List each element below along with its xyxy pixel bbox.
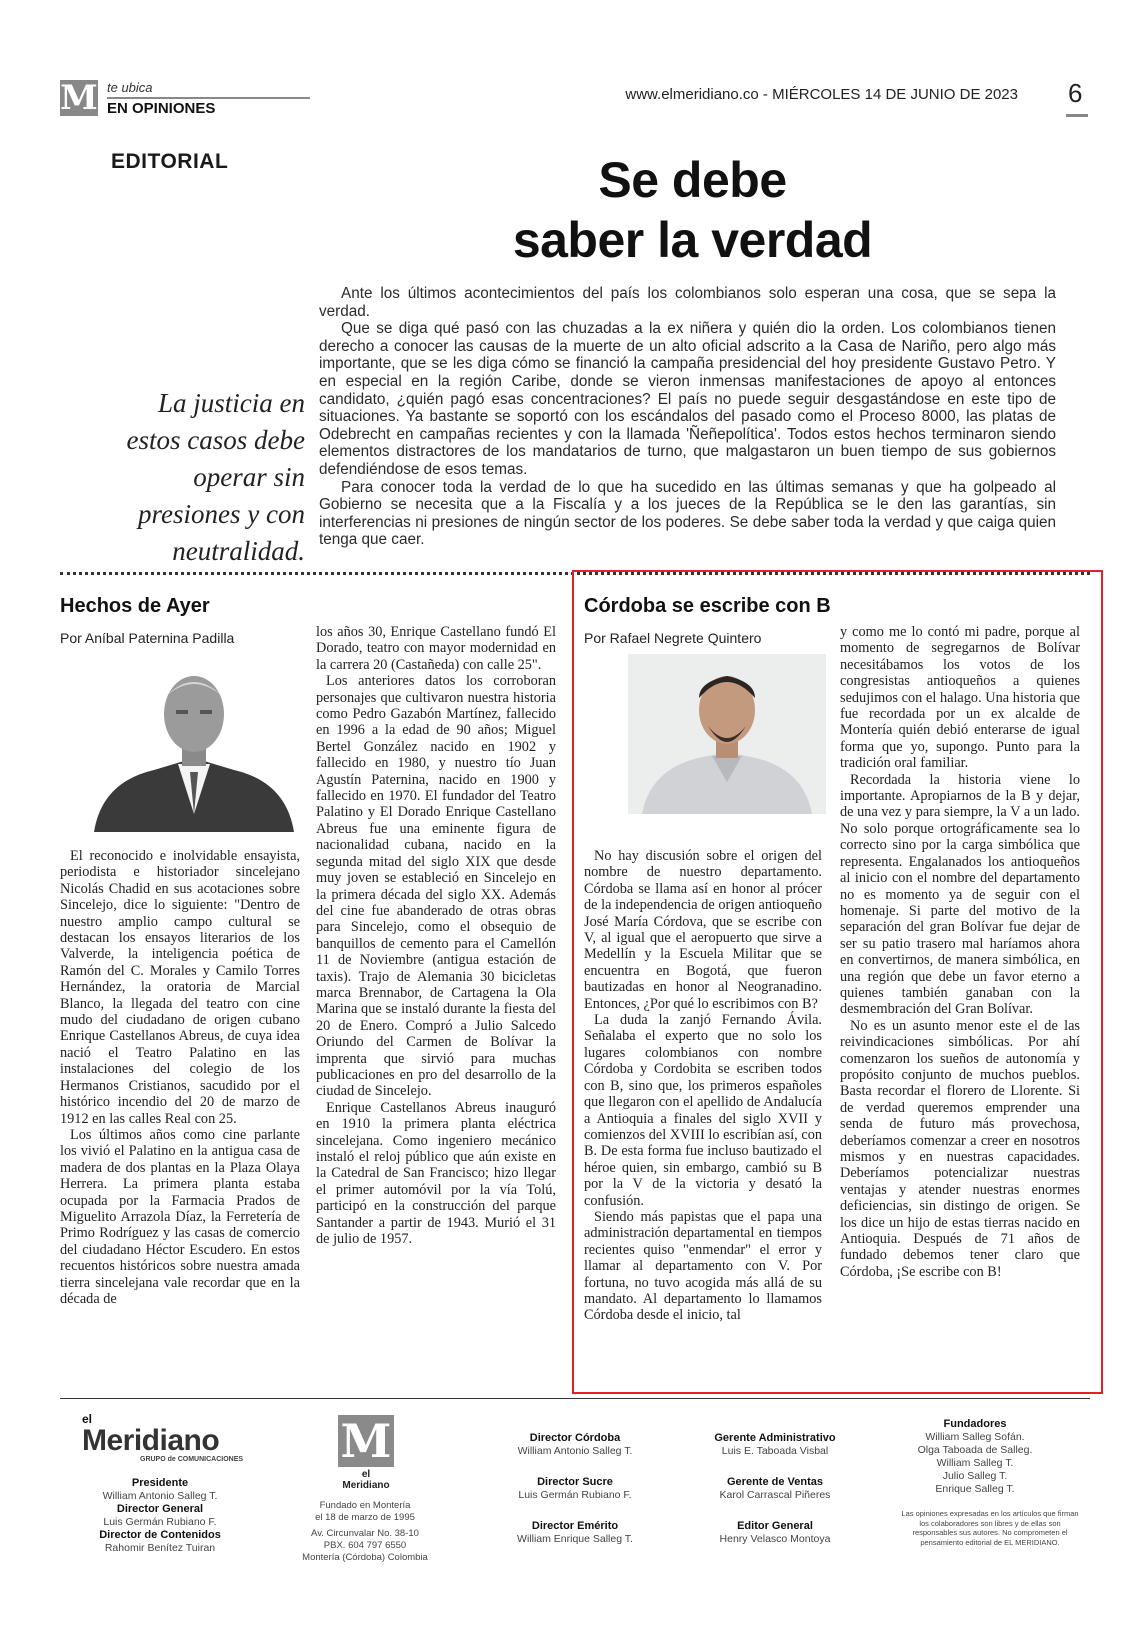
meridiano-logo-icon: M (60, 78, 98, 118)
footer-divider (60, 1398, 1090, 1399)
page-number: 6 (1068, 78, 1083, 108)
role-label: Gerente Administrativo (714, 1432, 836, 1444)
footer-logo-name: el Meridiano (342, 1469, 390, 1491)
brand-el: el (82, 1412, 93, 1426)
person-name: William Antonio Salleg T. (102, 1490, 218, 1502)
disclaimer-note: Las opiniones expresadas en los artículos que firman los colaboradores son libres y de ellas son responsables sus autores. No comprometen el pensamiento editorial de EL MERIDIANO. (901, 1509, 1079, 1547)
footer-founders (900, 1418, 1050, 1496)
role-label: Editor General (737, 1520, 813, 1532)
editorial-paragraph: Ante los últimos acontecimientos del país los colombianos solo esperan una cosa, que se sepa la verdad. (319, 285, 1056, 320)
footer-address (290, 1500, 440, 1564)
role-label: Presidente (131, 1477, 189, 1489)
header-rule (107, 97, 310, 99)
hechos-title: Hechos de Ayer (60, 595, 210, 617)
founder-name: Olga Taboada de Salleg. (917, 1444, 1033, 1456)
editorial-body (319, 285, 1056, 549)
site-date: www.elmeridiano.co - MIÉRCOLES 14 DE JUNIO DE 2023 (625, 86, 1018, 103)
hechos-column-2 (316, 624, 556, 1247)
cordoba-column-2 (840, 624, 1080, 1280)
hechos-paragraph: Los últimos años como cine parlante los vivió el Palatino en la antigua casa de madera de dos plantas en la Plaza Olaya Herrera. La primera planta estaba ocupada por la Farmacia Prados de Miguelito Arrazola Díaz, la Ferretería de Primo Rodríguez y las casas de comercio del ciudadano Héctor Escudero. En estos recuentos históricos sobre nuestra amada tierra sincelejana vale recordar que en la década de (60, 1126, 300, 1307)
hechos-paragraph: Los anteriores datos los corroboran personajes que cultivaron nuestra historia como Pedro Gazabón Martínez, fallecido en 1996 a la edad de 90 años; Miguel Bertel González nacido en 1902 y fallecido en 1980, y nuestro tío Juan Agustín Paternina, nacido en 1900 y fallecido en 1970. El fundador del Teatro Palatino y El Dorado Enrique Castellano Abreus fue una eminente figura de nacionalidad cubana, nacido en la segunda mitad del siglo XIX que desde muy joven se estableció en Sincelejo en la primera década del siglo XX. Además del cine fue abanderado de otras obras para Sincelejo, como el obsequio de banquillos de cemento para el Camellón 11 de Noviembre (antigua estación de taxis). Trajo de Alemania 30 bicicletas marca Brennabor, de Cartagena la Ola Marina que se instaló durante la fiesta del 20 de Enero. Compró a Julio Salcedo Oriundo del Carmen de Bolívar la imprenta que sirvió para muchas publicaciones en pro del desarrollo de la ciudad de Sincelejo. (316, 673, 556, 1100)
role-label: Director General (116, 1503, 204, 1515)
role-label: Director de Contenidos (99, 1529, 221, 1541)
person-name: Luis E. Taboada Visbal (721, 1445, 829, 1457)
footer-directors (500, 1432, 650, 1546)
hechos-paragraph: Enrique Castellanos Abreus inauguró en 1910 la primera planta eléctrica sincelejana. Como ingeniero mecánico instaló el reloj público que aún existe en la Catedral de San Francisco; hizo llegar el primer automóvil por la vía Tolú, participó en la construcción del parque Santander a partir de 1943. Murió el 31 de julio de 1957. (316, 1099, 556, 1248)
founder-name: Julio Salleg T. (942, 1470, 1008, 1482)
hechos-column-1 (60, 848, 300, 1307)
address-line: Av. Circunvalar No. 38-10 (311, 1528, 419, 1539)
role-label: Director Córdoba (529, 1432, 621, 1444)
author-photo-paternina (88, 654, 300, 832)
cordoba-paragraph: Siendo más papistas que el papa una administración departamental en tiempos recientes quiso "enmendar" el error y llamar al departamento con V. Por fortuna, no tuvo acogida más allá de su mandato. Al departamento lo llamamos Córdoba desde el inicio, tal (584, 1208, 822, 1324)
cordoba-column-1 (584, 848, 822, 1324)
pull-quote: La justicia en estos casos debe operar sin presiones y con neutralidad. (126, 388, 305, 566)
portrait-image (88, 654, 300, 832)
founder-name: William Salleg T. (936, 1457, 1014, 1469)
cordoba-title: Córdoba se escribe con B (584, 595, 831, 617)
footer-brand (82, 1412, 243, 1463)
person-name: Henry Velasco Montoya (719, 1533, 831, 1545)
founder-name: Enrique Salleg T. (935, 1483, 1015, 1495)
header-tagline: te ubica (107, 80, 153, 95)
portrait-image (628, 654, 826, 814)
section-name: EN OPINIONES (107, 100, 216, 117)
person-name: Rahomir Benítez Tuiran (104, 1542, 216, 1554)
person-name: Luis Germán Rubiano F. (103, 1516, 217, 1528)
editorial-title-line2: saber la verdad (512, 212, 873, 268)
footer-leadership (70, 1477, 250, 1555)
cordoba-paragraph: y como me lo contó mi padre, porque al momento de segregarnos de Bolívar necesitábamos los votos de los congresistas antioqueños a quienes sedujimos con el halago. Una historia que fue recordada por un ex alcalde de Montería quién debió enterarse de igual forma que yo, supongo. Punto para la tradición oral familiar. (840, 624, 1080, 772)
cordoba-paragraph: No hay discusión sobre el origen del nombre de nuestro departamento. Córdoba se llama así en honor al prócer de la independencia de origen antioqueño José María Córdova, que se escribe con V, al igual que el aeropuerto que sirve a Medellín y la Escuela Militar que se encuentra en Bogotá, que fueron bautizadas en honor al Neogranadino. Entonces, ¿Por qué lo escribimos con B? (584, 848, 822, 1012)
person-name: Luis Germán Rubiano F. (518, 1489, 632, 1501)
founder-name: William Salleg Sofán. (925, 1431, 1025, 1443)
cordoba-byline: Por Rafael Negrete Quintero (584, 630, 762, 646)
editorial-paragraph: Para conocer toda la verdad de lo que ha sucedido en las últimas semanas y que ha golpeado al Gobierno se necesita que a la Fiscalía y a los jueces de la República se le den las garantías, sin interferencias ni presiones de ningún sector de los poderes. Se debe saber toda la verdad y que caiga quien tenga que caer. (319, 478, 1056, 549)
role-label: Director Emérito (531, 1520, 619, 1532)
page-number-rule (1066, 114, 1088, 117)
role-label: Director Sucre (537, 1476, 613, 1488)
founded-line: el 18 de marzo de 1995 (315, 1512, 415, 1523)
address-line: Montería (Córdoba) Colombia (302, 1552, 428, 1563)
footer-managers (700, 1432, 850, 1546)
author-photo-negrete (628, 654, 826, 814)
role-label: Gerente de Ventas (727, 1476, 823, 1488)
editorial-label: EDITORIAL (111, 150, 229, 173)
brand-name: Meridiano (82, 1424, 220, 1457)
cordoba-paragraph: La duda la zanjó Fernando Ávila. Señalaba el experto que no solo los lugares colombianos con nombre Córdoba y Cordobita se escriben todos con B, sino que, los primeros españoles que llegaron con el apellido de Andalucía a Antioquia a finales del siglo XVII y comienzos del XVIII lo escribían así, con B. De esta forma fue incluso bautizado el héroe quien, sin embargo, cambió su B por la V de la victoria y desató la confusión. (584, 1012, 822, 1209)
editorial-title-line1: Se debe (598, 152, 787, 208)
person-name: Karol Carrascal Piñeres (719, 1489, 831, 1501)
hechos-paragraph: El reconocido e inolvidable ensayista, periodista e historiador sincelejano Nicolás Chadid en sus acotaciones sobre Sincelejo, dice lo siguiente: "Dentro de nuestro amplio campo cultural se destacan los ensayos literarios de los Valverde, la inteligencia poética de Ramón del C. Morales y Camilo Torres Hernández, la oratoria de Marcial Blanco, la llegada del teatro con cine mudo del ciudadano de origen cubano Enrique Castellanos Abreus, de cuya idea nació el Teatro Palatino en las instalaciones del colegio de los Hermanos Cristianos, sacudido por el histórico incendio del 20 de marzo de 1912 en las calles Real con 25. (60, 848, 300, 1127)
role-label: Fundadores (943, 1418, 1007, 1430)
person-name: William Antonio Salleg T. (517, 1445, 633, 1457)
cordoba-paragraph: No es un asunto menor este el de las reivindicaciones simbólicas. Por ahí comenzaron los sueños de autonomía y propósito conjunto de muchos pueblos. Basta recordar el florero de Llorente. Si de verdad queremos emprender una senda de futuro más provechosa, deberíamos comenzar a creer en nosotros mismos y en nuestras capacidades. Deberíamos potencializar nuestras ventajas y atender nuestras enormes deficiencias, sin distingo de origen. Se los dice un hijo de estas tierras nacido en Antioquia. Después de 71 años de fundado debemos tener claro que Córdoba, ¡Se escribe con B! (840, 1017, 1080, 1280)
person-name: William Enrique Salleg T. (517, 1533, 633, 1545)
hechos-paragraph: los años 30, Enrique Castellano fundó El Dorado, teatro con mayor modernidad en la carrera 20 (Castañeda) con calle 25". (316, 624, 556, 673)
cordoba-paragraph: Recordada la historia viene lo importante. Apropiarnos de la B y dejar, de una vez y para siempre, la V a un lado. No solo porque ortográficamente sea lo correcto sino por la carga simbólica que representa. Engalanados los antioqueños al inicio con el nombre del departamento no es momento ya de seguir con el homenaje. Si parte del motivo de la separación del gran Bolívar fue dejar de ser su patio trasero mal haríamos ahora en convertirnos, de manera simbólica, en una región que debe un favor eterno a quienes también ganaban con la desmembración del Gran Bolívar. (840, 771, 1080, 1018)
footer-logo-icon: M (338, 1415, 394, 1467)
brand-sub: GRUPO de COMUNICACIONES (140, 1456, 244, 1463)
address-line: PBX. 604 797 6550 (323, 1540, 407, 1551)
founded-line: Fundado en Montería (319, 1500, 411, 1511)
editorial-title (400, 150, 985, 270)
editorial-paragraph: Que se diga qué pasó con las chuzadas a la ex niñera y quién dio la orden. Los colombianos tienen derecho a conocer las causas de la muerte de un alto oficial adscrito a la Casa de Nariño, pero algo más importante, que se les diga cómo se financió la campaña presidencial del hoy presidente Gustavo Petro. Y en especial en la región Caribe, donde se vieron inmensas manifestaciones de apoyo al entonces candidato, ¿quién pagó esas concentraciones? El país no puede seguir desgastándose en este tipo de situaciones. Ya bastante se soportó con los escándalos del pasado como el Proceso 8000, las platas de Odebrecht en campañas recientes y con la llamada 'Ñeñepolítica'. Todos estos hechos terminaron siendo elementos distractores de los mandatarios de turno, que malgastaron un buen tiempo de sus gobiernos defendiéndose de esos temas. (319, 320, 1056, 478)
hechos-byline: Por Aníbal Paternina Padilla (60, 630, 235, 646)
